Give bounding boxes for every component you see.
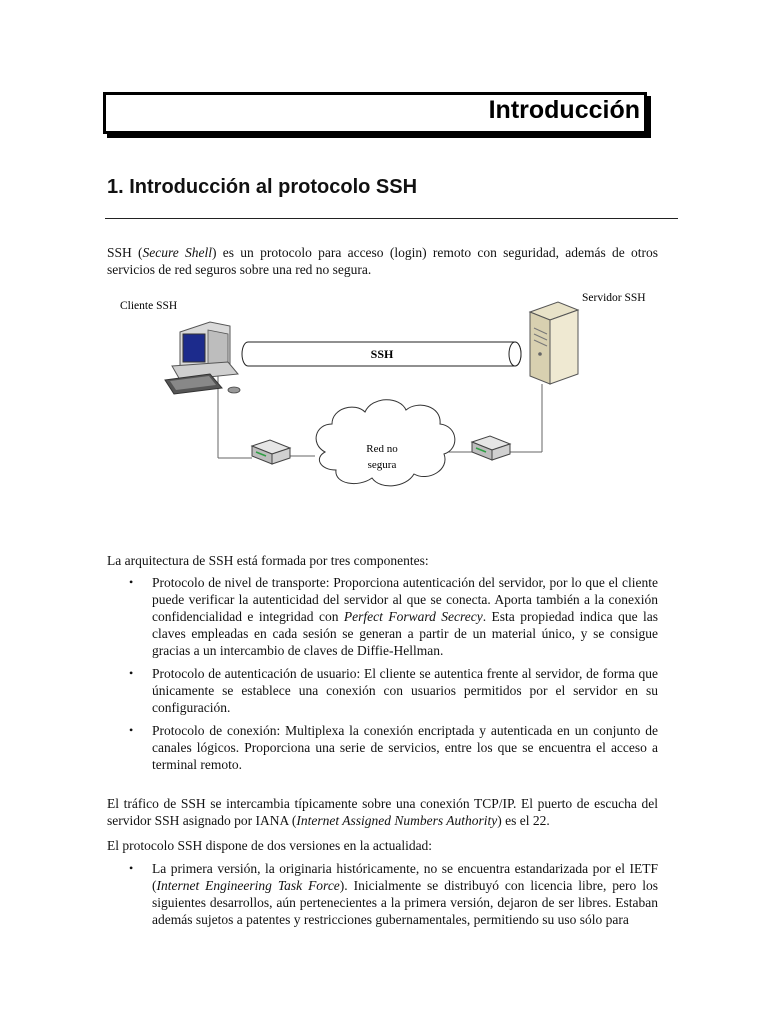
section-title: 1. Introducción al protocolo SSH [107,176,418,198]
cloud-label-line2: segura [367,459,397,471]
right-router-icon [472,436,510,460]
list-item-text-2: . Esta propiedad indica que las claves empleadas en cada sesión se generan a partir de un material único, y se consigue gracias a un intercambio de claves de Diffie-Hellman. [152,609,658,658]
list-item [107,860,658,928]
architecture-list [107,574,658,779]
list-item-italic-term: Internet Engineering Task Force [156,878,340,893]
intro-text-2: ) es un protocolo para acceso (login) remoto con seguridad, además de otros servicios de red seguros sobre una red no segura. [107,245,658,277]
list-item-text-1: La primera versión, la originaria históricamente, no se encuentra estandarizada por el IETF ( [152,861,658,893]
chapter-title: Introducción [488,96,640,124]
bullet-icon: • [129,723,134,737]
list-item-text: Protocolo de conexión: Multiplexa la conexión encriptada y autenticada en un conjunto de canales lógicos. Proporciona una serie de servicios, entre los que se encuentra el acceso a terminal remoto. [152,723,658,772]
cloud-label-line1: Red no [366,443,398,455]
traffic-text-2: ) es el 22. [497,813,550,828]
ssh-network-diagram [110,284,670,524]
list-item [107,574,658,659]
list-item-italic-term: Perfect Forward Secrecy [343,609,483,624]
intro-paragraph [107,244,658,278]
intro-text-1: SSH ( [107,245,143,260]
chapter-header-box [103,92,647,134]
bullet-icon: • [129,575,134,589]
versions-list [107,860,658,934]
architecture-lead: La arquitectura de SSH está formada por tres componentes: [107,553,429,568]
bullet-icon: • [129,666,134,680]
traffic-paragraph [107,795,658,829]
intro-italic-term: Secure Shell [142,245,213,260]
bullet-icon: • [129,861,134,875]
left-router-icon [252,440,290,464]
list-item-text: Protocolo de autenticación de usuario: El cliente se autentica frente al servidor, de forma que únicamente se establece una conexión con usuarios permitidos por el servidor en su configuración. [152,666,658,715]
list-item [107,722,658,773]
server-label: Servidor SSH [582,292,646,304]
server-tower-icon [530,302,578,384]
section-divider [105,218,678,219]
list-item [107,665,658,716]
versions-lead: El protocolo SSH dispone de dos versiones en la actualidad: [107,838,433,853]
traffic-text-1: El tráfico de SSH se intercambia típicamente sobre una conexión TCP/IP. El puerto de escucha del servidor SSH asignado por IANA ( [107,796,658,828]
traffic-italic-term: Internet Assigned Numbers Authority [296,813,498,828]
ssh-tunnel-label: SSH [370,347,394,361]
list-item-text-2: ). Inicialmente se distribuyó con licencia libre, pero los siguientes desarrollos, aún pertenecientes a la primera versión, dejaron de ser libres. Estaban además sujetos a patentes y restricciones gubernamentales, permitiendo su uso sólo para [152,878,658,927]
client-label: Cliente SSH [120,300,178,312]
client-computer-icon [165,322,240,394]
list-item-text-1: Protocolo de nivel de transporte: Proporciona autenticación del servidor, por lo que el cliente puede verificar la autenticidad del servidor al que se conecta. Aporta también a la conexión confidencialidad e integridad con [152,575,658,624]
